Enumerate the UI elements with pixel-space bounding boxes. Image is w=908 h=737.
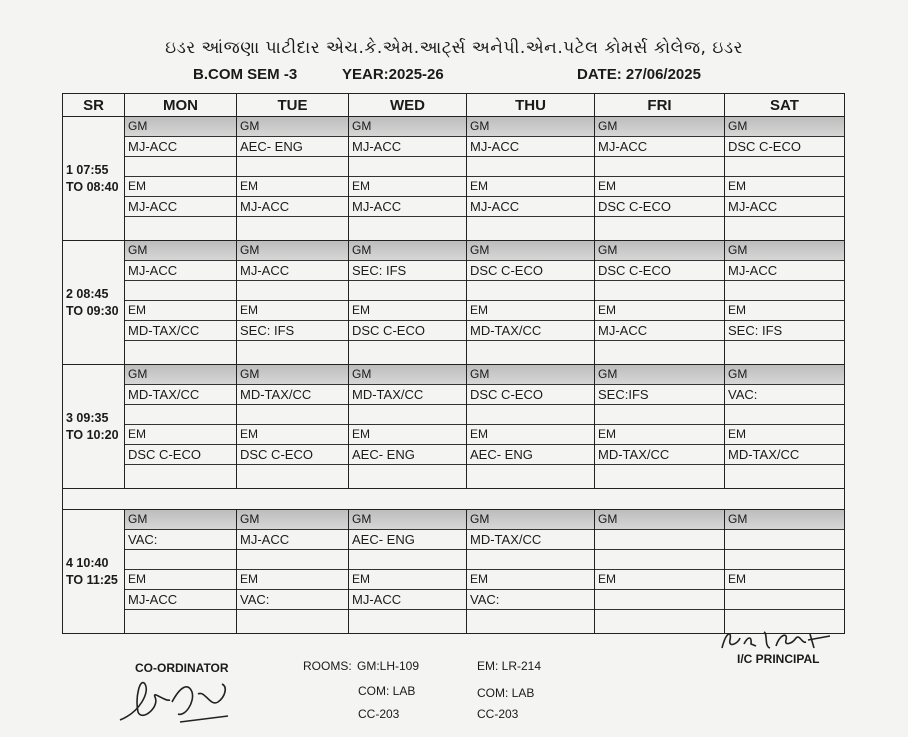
blank-line [349, 217, 466, 236]
blank-line [349, 465, 466, 484]
blank-line [725, 341, 844, 360]
slot-time [63, 241, 125, 365]
blank-line [237, 610, 348, 629]
em-subject: DSC C-ECO [595, 197, 724, 217]
em-subject: DSC C-ECO [237, 445, 348, 465]
em-label: EM [595, 301, 724, 321]
gm-label: GM [725, 241, 844, 261]
em-label: EM [125, 425, 236, 445]
blank-line [467, 341, 594, 360]
slot-end: TO 08:40 [66, 179, 119, 194]
em-com-lab: COM: LAB [477, 686, 535, 700]
year-label: YEAR:2025-26 [342, 66, 444, 83]
slot-row [63, 365, 845, 489]
blank-line [467, 550, 594, 570]
gm-subject: MJ-ACC [237, 261, 348, 281]
gm-label: GM [237, 117, 348, 137]
blank-line [125, 157, 236, 177]
blank-line [125, 281, 236, 301]
blank-line [467, 610, 594, 629]
principal-label: I/C PRINCIPAL [737, 652, 820, 666]
gm-subject: SEC:IFS [595, 385, 724, 405]
slot-end: TO 10:20 [66, 427, 119, 442]
cell-wed [349, 510, 467, 634]
blank-line [467, 465, 594, 484]
cell-sat [725, 117, 845, 241]
slot-time [63, 510, 125, 634]
gm-label: GM [725, 510, 844, 530]
cell-mon [125, 241, 237, 365]
em-subject: DSC C-ECO [349, 321, 466, 341]
cell-tue [237, 117, 349, 241]
em-label: EM [595, 425, 724, 445]
em-label: EM [125, 301, 236, 321]
gm-label: GM [237, 241, 348, 261]
gm-label: GM [467, 365, 594, 385]
college-name: ઇડર આંજણા પાટીદાર એચ.કે.એમ.આર્ટ્સ અનેપી.એન.પટેલ કોમર્સ કોલેજ, ઇડર [165, 38, 743, 58]
em-subject: MJ-ACC [467, 197, 594, 217]
blank-line [467, 157, 594, 177]
gm-subject: DSC C-ECO [725, 137, 844, 157]
gm-subject: MJ-ACC [125, 137, 236, 157]
gm-subject: MJ-ACC [237, 530, 348, 550]
blank-line [125, 405, 236, 425]
cell-fri [595, 510, 725, 634]
blank-line [125, 217, 236, 236]
col-header-tue: TUE [237, 94, 349, 117]
gm-subject: VAC: [125, 530, 236, 550]
gm-label: GM [237, 510, 348, 530]
cell-fri [595, 365, 725, 489]
blank-line [237, 405, 348, 425]
cell-thu [467, 365, 595, 489]
gm-label: GM [467, 241, 594, 261]
gm-cc-room: CC-203 [358, 707, 400, 721]
semester-label: B.COM SEM -3 [193, 66, 298, 83]
em-subject: SEC: IFS [725, 321, 844, 341]
gm-label: GM [349, 117, 466, 137]
cell-wed [349, 241, 467, 365]
date-label: DATE: 27/06/2025 [577, 66, 701, 83]
slot-end: TO 09:30 [66, 303, 119, 318]
cell-tue [237, 241, 349, 365]
em-label: EM [467, 177, 594, 197]
em-subject: MJ-ACC [349, 197, 466, 217]
cell-sat [725, 241, 845, 365]
gm-label: GM [467, 510, 594, 530]
gm-label: GM [237, 365, 348, 385]
em-subject: MJ-ACC [595, 321, 724, 341]
em-label: EM [467, 570, 594, 590]
gm-label: GM [467, 117, 594, 137]
gm-subject: MJ-ACC [349, 137, 466, 157]
blank-line [725, 550, 844, 570]
slot-start: 2 08:45 [66, 286, 109, 301]
blank-line [595, 157, 724, 177]
em-label: EM [237, 177, 348, 197]
cell-thu [467, 510, 595, 634]
blank-line [467, 405, 594, 425]
blank-line [125, 550, 236, 570]
em-subject: MJ-ACC [125, 590, 236, 610]
em-label: EM [237, 570, 348, 590]
blank-line [349, 550, 466, 570]
em-subject: AEC- ENG [349, 445, 466, 465]
cell-mon [125, 510, 237, 634]
em-subject: MD-TAX/CC [725, 445, 844, 465]
em-subject: MJ-ACC [237, 197, 348, 217]
em-subject: MD-TAX/CC [595, 445, 724, 465]
cell-sat [725, 365, 845, 489]
blank-line [125, 465, 236, 484]
col-header-sat: SAT [725, 94, 845, 117]
slot-start: 3 09:35 [66, 410, 109, 425]
em-subject [595, 590, 724, 610]
gm-subject: DSC C-ECO [467, 261, 594, 281]
gm-label: GM [595, 117, 724, 137]
em-label: EM [725, 177, 844, 197]
gm-subject: MD-TAX/CC [125, 385, 236, 405]
blank-line [595, 465, 724, 484]
em-subject: MJ-ACC [125, 197, 236, 217]
col-header-sr: SR [63, 94, 125, 117]
blank-line [595, 550, 724, 570]
blank-line [237, 217, 348, 236]
em-label: EM [725, 301, 844, 321]
gm-subject: MJ-ACC [725, 261, 844, 281]
cell-wed [349, 117, 467, 241]
blank-line [467, 281, 594, 301]
col-header-mon: MON [125, 94, 237, 117]
em-label: EM [725, 425, 844, 445]
gm-label: GM [349, 241, 466, 261]
slot-time [63, 365, 125, 489]
blank-line [725, 281, 844, 301]
blank-line [349, 281, 466, 301]
col-header-wed: WED [349, 94, 467, 117]
gm-subject: DSC C-ECO [595, 261, 724, 281]
cell-mon [125, 365, 237, 489]
header-row [63, 94, 845, 117]
blank-line [725, 405, 844, 425]
break-row [63, 489, 845, 510]
em-label: EM [349, 425, 466, 445]
gm-label: GM [125, 117, 236, 137]
cell-mon [125, 117, 237, 241]
em-label: EM [349, 570, 466, 590]
gm-com-lab: COM: LAB [358, 684, 416, 698]
gm-label: GM [595, 510, 724, 530]
blank-line [595, 610, 724, 629]
em-cc-room: CC-203 [477, 707, 519, 721]
slot-start: 1 07:55 [66, 162, 109, 177]
blank-line [725, 217, 844, 236]
gm-subject: AEC- ENG [237, 137, 348, 157]
gm-subject: MD-TAX/CC [467, 530, 594, 550]
em-label: EM [125, 570, 236, 590]
cell-tue [237, 510, 349, 634]
slot-row [63, 241, 845, 365]
blank-line [595, 217, 724, 236]
em-label: EM [237, 425, 348, 445]
em-label: EM [125, 177, 236, 197]
em-label: EM [467, 425, 594, 445]
blank-line [237, 157, 348, 177]
blank-line [125, 341, 236, 360]
gm-subject: SEC: IFS [349, 261, 466, 281]
gm-subject [725, 530, 844, 550]
slot-time [63, 117, 125, 241]
em-label: EM [237, 301, 348, 321]
coordinator-signature [110, 672, 250, 732]
gm-label: GM [125, 365, 236, 385]
em-subject: DSC C-ECO [125, 445, 236, 465]
slot-end: TO 11:25 [66, 572, 118, 587]
gm-label: GM [349, 510, 466, 530]
blank-line [237, 465, 348, 484]
blank-line [467, 217, 594, 236]
blank-line [595, 281, 724, 301]
blank-line [725, 157, 844, 177]
gm-room: GM:LH-109 [357, 659, 420, 673]
blank-line [349, 610, 466, 629]
cell-sat [725, 510, 845, 634]
em-subject: MJ-ACC [349, 590, 466, 610]
slot-row [63, 117, 845, 241]
break-cell [63, 489, 845, 510]
em-subject: MJ-ACC [725, 197, 844, 217]
gm-subject: VAC: [725, 385, 844, 405]
blank-line [595, 341, 724, 360]
em-subject [725, 590, 844, 610]
timetable [62, 93, 845, 634]
gm-label: GM [125, 510, 236, 530]
cell-thu [467, 117, 595, 241]
gm-label: GM [349, 365, 466, 385]
gm-label: GM [725, 117, 844, 137]
blank-line [595, 405, 724, 425]
cell-fri [595, 117, 725, 241]
slot-row [63, 510, 845, 634]
blank-line [237, 341, 348, 360]
cell-wed [349, 365, 467, 489]
blank-line [125, 610, 236, 629]
em-label: EM [595, 177, 724, 197]
em-label: EM [725, 570, 844, 590]
gm-label: GM [595, 365, 724, 385]
em-label: EM [595, 570, 724, 590]
blank-line [725, 465, 844, 484]
slot-start: 4 10:40 [66, 555, 109, 570]
gm-subject [595, 530, 724, 550]
gm-label: GM [125, 241, 236, 261]
blank-line [349, 157, 466, 177]
gm-subject: DSC C-ECO [467, 385, 594, 405]
cell-fri [595, 241, 725, 365]
em-subject: MD-TAX/CC [125, 321, 236, 341]
col-header-thu: THU [467, 94, 595, 117]
gm-subject: MJ-ACC [125, 261, 236, 281]
em-label: EM [349, 177, 466, 197]
col-header-fri: FRI [595, 94, 725, 117]
blank-line [349, 341, 466, 360]
gm-subject: MD-TAX/CC [237, 385, 348, 405]
blank-line [237, 281, 348, 301]
blank-line [237, 550, 348, 570]
em-subject: VAC: [237, 590, 348, 610]
em-subject: MD-TAX/CC [467, 321, 594, 341]
em-subject: VAC: [467, 590, 594, 610]
gm-subject: MJ-ACC [595, 137, 724, 157]
em-subject: AEC- ENG [467, 445, 594, 465]
gm-label: GM [725, 365, 844, 385]
gm-subject: AEC- ENG [349, 530, 466, 550]
gm-subject: MJ-ACC [467, 137, 594, 157]
gm-subject: MD-TAX/CC [349, 385, 466, 405]
em-label: EM [467, 301, 594, 321]
cell-thu [467, 241, 595, 365]
em-subject: SEC: IFS [237, 321, 348, 341]
gm-label: GM [595, 241, 724, 261]
em-label: EM [349, 301, 466, 321]
coordinator-label: CO-ORDINATOR [135, 661, 229, 675]
rooms-label: ROOMS: [303, 659, 352, 673]
blank-line [349, 405, 466, 425]
cell-tue [237, 365, 349, 489]
em-room: EM: LR-214 [477, 659, 542, 673]
